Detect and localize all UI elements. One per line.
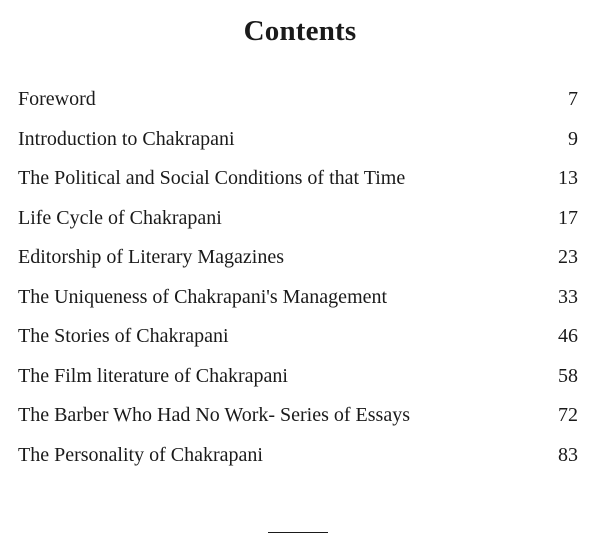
toc-entry-page-number: 9 [568,127,578,150]
toc-entry-editorship [18,242,580,282]
toc-entry-life-cycle [18,203,580,243]
toc-entry-introduction [18,124,580,164]
toc-entry-page-number: 72 [558,404,578,426]
toc-entry-title: Foreword [18,88,96,110]
toc-entry-page-number: 58 [558,364,578,387]
toc-entry-page-number: 23 [558,246,578,268]
toc-entry-management [18,282,580,322]
toc-entry-title: The Uniqueness of Chakrapani's Management [18,285,388,308]
toc-entry-page-number: 13 [558,167,578,189]
toc-entry-film-literature [18,361,580,401]
toc-entry-title: The Stories of Chakrapani [18,325,229,347]
table-of-contents [18,84,580,479]
toc-entry-foreword [18,84,580,124]
end-divider-line [268,532,328,533]
toc-entry-page-number: 46 [558,325,578,347]
toc-entry-title: The Personality of Chakrapani [18,443,263,466]
toc-entry-stories [18,321,580,361]
toc-entry-page-number: 7 [568,88,578,110]
page-title: Contents [243,15,357,47]
toc-entry-personality [18,440,580,480]
toc-entry-title: The Barber Who Had No Work- Series of Essays [18,404,411,426]
toc-entry-title: The Film literature of Chakrapani [18,364,288,387]
toc-entry-title: Editorship of Literary Magazines [18,246,285,268]
toc-entry-title: The Political and Social Conditions of that Time [18,167,406,189]
toc-entry-political-social-conditions [18,163,580,203]
toc-entry-title: Life Cycle of Chakrapani [18,206,222,229]
toc-entry-page-number: 83 [558,443,578,466]
toc-entry-page-number: 17 [558,206,578,229]
toc-entry-page-number: 33 [558,285,578,308]
toc-entry-title: Introduction to Chakrapani [18,127,235,150]
toc-entry-barber-essays [18,400,580,440]
